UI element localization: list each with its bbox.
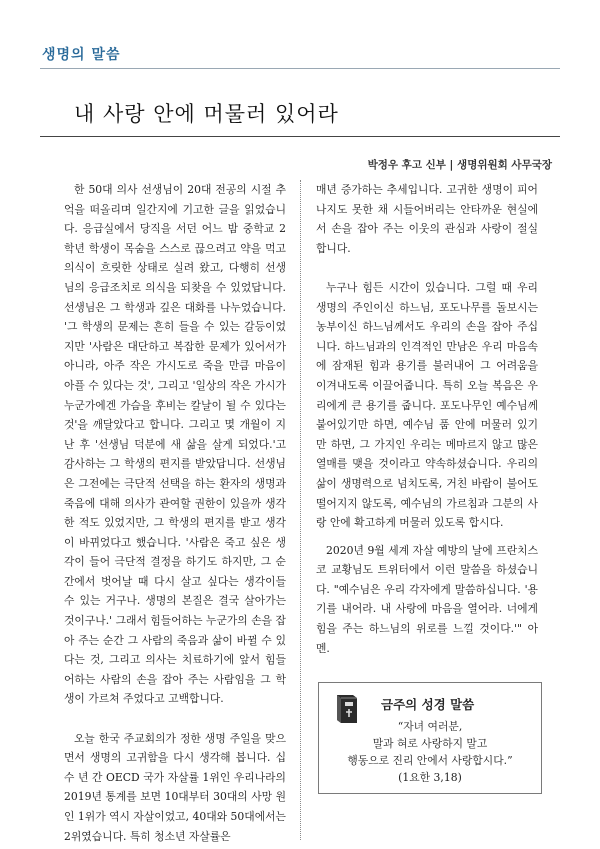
bible-verse-box: [318, 682, 542, 794]
paragraph: 매년 증가하는 추세입니다. 고귀한 생명이 피어나지도 못한 채 시들어버리는 안타까운 현실에서 손을 잡아 주는 이웃의 관심과 사랑이 절실합니다.: [316, 183, 538, 255]
paragraph: 오늘 한국 주교회의가 정한 생명 주일을 맞으면서 생명의 고귀함을 다시 생각해 봅니다. 십수 년 간 OECD 국가 자살률 1위인 우리나라의 2019년 통계를 보면 10대부터 30대의 사망 원인 1위가 역시 자살이었고, 40대와 50대에서는 2위였습니다. 특히 청소년 자살률은: [64, 731, 286, 843]
title-divider: [40, 136, 560, 137]
paragraph: 누구나 힘든 시간이 있습니다. 그럴 때 우리 생명의 주인이신 하느님, 포도나무를 돌보시는 농부이신 하느님께서도 우리의 손을 잡아 주십니다. 하느님과의 인격적인 만남은 우리 마음속에 잠재된 힘과 용기를 불러내어 그 어려움을 이겨내도록 이끌어줍니다. 특히 오늘 복음은 우리에게 큰 용기를 줍니다. 포도나무인 예수님께 붙어있기만 하면, 예수님 품 안에 머물러 있기만 하면, 그 가지인 우리는 메마르지 않고 많은 열매를 맺을 것이라고 약속하셨습니다. 우리의 삶이 생명력으로 넘치도록, 거친 바람이 불어도 떨어지지 않도록, 예수님의 가르침과 그분의 사랑 안에 확고하게 머물러 있도록 합시다.: [316, 280, 538, 530]
paragraph: 한 50대 의사 선생님이 20대 전공의 시절 추억을 떠올리며 일간지에 기고한 글을 읽었습니다. 응급실에서 당직을 서던 어느 밤 중학교 2학년 학생이 목숨을 스스로 끊으려고 약을 먹고 의식이 흐릿한 상태로 실려 왔고, 다행히 선생님의 응급조치로 의식을 되찾을 수 있었답니다. 선생님은 그 학생과 깊은 대화를 나누었습니다. '그 학생의 문제는 흔히 들을 수 있는 갈등이었지만 '사람은 대단하고 복잡한 문제가 있어서가 아니라, 아주 작은 가시도로 죽을 만큼 마음이 아플 수 있다는 것', 그리고 '일상의 작은 가시가 누군가에겐 가슴을 후비는 칼날이 될 수 있다는 것'을 깨달았다고 합니다. 그리고 몇 개월이 지난 후 '선생님 덕분에 새 삶을 살게 되었다.'고 감사하는 그 학생의 편지를 받았답니다. 선생님은 그전에는 극단적 선택을 하는 환자의 생명과 죽음에 대해 의사가 관여할 권한이 있을까 생각한 적도 있었지만, 그 학생의 편지를 받고 생각이 바뀌었다고 했습니다. '사람은 죽고 싶은 생각이 들어 극단적 결정을 하기도 하지만, 그 순간에서 벗어날 때 다시 살고 싶다는 생각이들 수 있는 거구나. 생명의 본질은 결국 살아가는 것이구나.' 그래서 힘들어하는 누군가의 손을 잡아 주는 순간 그 사람의 죽음과 삶이 바뀔 수 있다는 것, 그리고 의사는 치료하기에 앞서 힘들어하는 사람의 손을 잡아 주는 사람임을 그 학생이 가르쳐 주었다고 고백합니다.: [64, 183, 286, 706]
article-title: 내 사랑 안에 머물러 있어라: [74, 102, 339, 126]
bible-box-title: 금주의 성경 말씀: [381, 697, 475, 712]
column-divider: [300, 180, 301, 840]
article-left-column: [64, 180, 286, 846]
bible-verse-reference: (1요한 3,18): [398, 771, 462, 784]
article-right-column: [316, 180, 538, 658]
section-title: 생명의 말씀: [42, 47, 121, 63]
bible-verse-line: 행동으로 진리 안에서 사랑합시다.”: [347, 754, 513, 767]
bible-verse-line: 말과 혀로 사랑하지 말고: [372, 737, 488, 750]
section-divider: [40, 68, 560, 69]
paragraph: 2020년 9월 세계 자살 예방의 날에 프란치스코 교황님도 트위터에서 이런 말씀을 하셨습니다. "예수님은 우리 각자에게 말씀하십니다. '용기를 내어라. 내 사랑에 마음을 열어라. 너에게 힘을 주는 하느님의 위로를 느낄 것이다.'" 아멘.: [316, 543, 538, 655]
article-byline: 박정우 후고 신부 | 생명위원회 사무국장: [367, 159, 552, 171]
bible-verse-line: “자녀 여러분,: [397, 720, 463, 733]
